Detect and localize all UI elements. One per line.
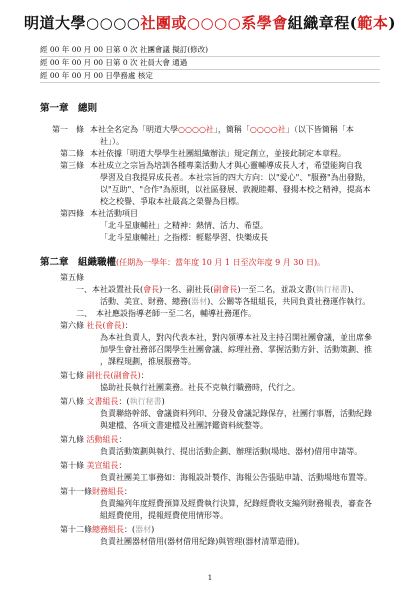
document-title: 明道大學○○○○社團或○○○○系學會組織章程(範本) [24,14,396,32]
article-6: 第六條 社長(會長)： 為本社負責人，對內代表本社，對內領導本社及主持召開社團會議，並出席參 加學生會社務部召開學生社團會議、綜理社務、掌握活動方針、活動策劃、推 ，課程規劃，推展服務等。 [60,321,372,366]
page-number: 1 [207,574,213,582]
title-sample-tag: 範本 [357,14,389,32]
revision-history [40,44,380,83]
history-line: 經 00 年 00 月 00 日第 0 次 社團會議 擬訂(修改) [40,44,380,57]
history-line: 經 00 年 00 月 00 日第 0 次 社員大會 通過 [40,57,380,70]
article-4-items: 「北斗星康輔社」之精神：熱情、活力、希望。 [100,221,268,230]
article-7: 第七條 副社長(副會長)： 協助社長執行社團業務。社長不克執行職務時，代行之。 [60,371,300,392]
article-1: 第一 條 本社全名定為「明道大學○○○○社」，簡稱「○○○○社」（以下皆簡稱「本 社」）。 [52,125,354,146]
history-line: 經 00 年 00 月 00 日學務處 核定 [40,70,380,83]
article-4-items-2: 「北斗星康輔社」之指標：輕鬆學習、快樂成長 [100,233,268,242]
term-note: (任期為一學年：當年度 10 月 1 日至次年度 9 月 30 日)。 [116,258,326,267]
article-2: 第二條 本社依據「明道大學學生社團組織辦法」規定創立，並接此制定本章程。 [60,149,346,158]
chapter-heading: 第一章 總則 [40,103,98,114]
article-9: 第九條 活動組長： 負責活動策劃與執行、提出活動企劃、辦理活動(場地、器材)借用申請等。 [60,435,363,456]
article-8: 第八條 文書組長：(執行秘書) 負責聯絡幹部、會議資料列印、分發及會議記錄保存，社團行事曆，活動紀錄 與建檔、各項文書建檔及社團評鑑資料統整等。 [60,397,372,430]
article-11: 第十一條財務組長： 負責編列年度經費預算及經費執行決算，紀錄經費收支編列財務報表，審查各 組經費使用，提報經費使用情形等。 [60,487,372,520]
article-3: 第三條 本社成立之宗旨為培訓各種專業活動人才與心靈輔導成長人才，希望能夠自我 學習及自我提昇成長者。本社宗旨的四大方向：以"愛心"、"服務"為出發點， 以"互助"、"合作"為原則，以社區發展、敦親睦鄰、發揚本校之精神，提高本 校之校譽、爭取本社最高之榮譽為目標。 [60,161,371,206]
chapter-heading: 第二章 組織職權(任期為一學年：當年度 10 月 1 日至次年度 9 月 30 日)。 [40,257,326,268]
article-12: 第十二條總務組長：(器材) 負責社團器材借用(器材借用紀錄)與管理(器材清單造冊)。 [60,525,305,546]
title-club-type: 社團或○○○○系學會 [140,14,288,32]
article-4: 第四條 本社活動項目 [60,209,138,218]
article-10: 第十條 美宣組長： 負責社團美工事務如：海報設計製作、海報公告張貼申請、活動場地布置等。 [60,461,372,482]
article-5: 第五條 一、本社設置社長(會長)一名、副社長(副會長)一至二名，並設文書(執行秘書)、 活動、美宣、財務、總務(器材)、公關等各組組長，共同負責社務運作執行。 二、 本社應設指導老師一至二名，輔導社務運作。 [60,273,371,318]
